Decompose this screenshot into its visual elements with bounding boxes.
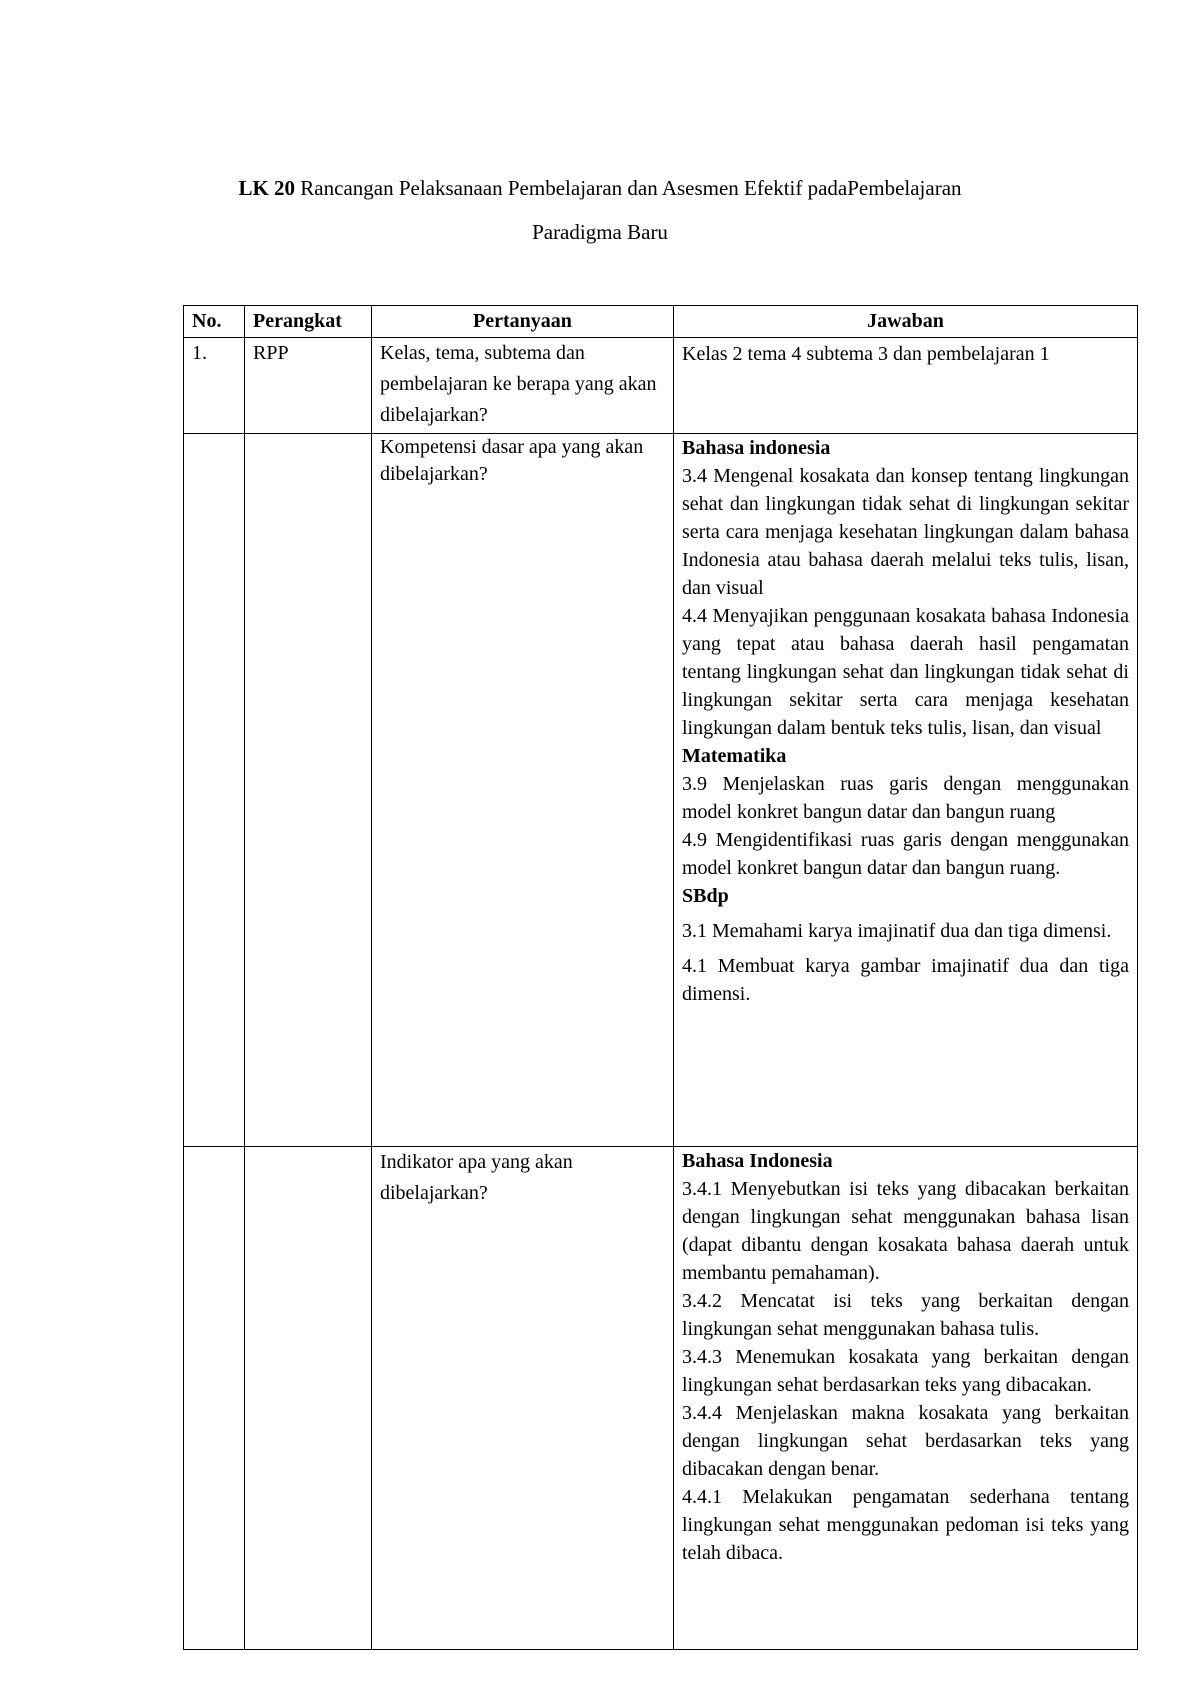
subject-heading: Bahasa Indonesia — [682, 1150, 833, 1172]
cell-pertanyaan: Kompetensi dasar apa yang akan dibelajarkan? — [372, 434, 674, 1147]
title-text: Rancangan Pelaksanaan Pembelajaran dan Asesmen Efektif padaPembelajaran — [300, 176, 962, 200]
subject-heading: SBdp — [682, 885, 729, 907]
header-jawaban: Jawaban — [674, 306, 1138, 338]
cell-jawaban — [674, 434, 1138, 1147]
cell-no: 1. — [184, 338, 245, 434]
lk-table — [183, 305, 1138, 1650]
table-row — [184, 1147, 1138, 1650]
kd-item: 4.9 Mengidentifikasi ruas garis dengan menggunakan model konkret bangun datar dan bangun ruang. — [682, 829, 1129, 879]
title-label: LK 20 — [238, 176, 296, 200]
cell-pertanyaan: Indikator apa yang akan dibelajarkan? — [372, 1147, 674, 1650]
header-perangkat: Perangkat — [245, 306, 372, 338]
subject-heading: Matematika — [682, 745, 787, 767]
kd-item: 3.1 Memahami karya imajinatif dua dan tiga dimensi. — [682, 920, 1112, 942]
title-line-2: Paradigma Baru — [532, 220, 668, 244]
indicator-item: 3.4.4 Menjelaskan makna kosakata yang berkaitan dengan lingkungan sehat berdasarkan teks yang dibacakan dengan benar. — [682, 1402, 1129, 1480]
cell-perangkat: RPP — [245, 338, 372, 434]
kd-item: 4.4 Menyajikan penggunaan kosakata bahasa Indonesia yang tepat atau bahasa daerah hasil pengamatan tentang lingkungan sehat dan lingkungan tidak sehat di lingkungan sekitar serta cara menjaga kesehatan lingkungan dalam bentuk teks tulis, lisan, dan visual — [682, 605, 1129, 739]
header-row — [184, 306, 1138, 338]
cell-no-empty — [184, 1147, 245, 1650]
cell-jawaban — [674, 1147, 1138, 1650]
table-row — [184, 338, 1138, 434]
cell-pertanyaan: Kelas, tema, subtema dan pembelajaran ke berapa yang akan dibelajarkan? — [372, 338, 674, 434]
title-line-1 — [0, 166, 1200, 210]
cell-jawaban: Kelas 2 tema 4 subtema 3 dan pembelajaran 1 — [674, 338, 1138, 434]
header-no: No. — [184, 306, 245, 338]
subject-heading: Bahasa indonesia — [682, 437, 831, 459]
kd-item: 3.9 Menjelaskan ruas garis dengan menggunakan model konkret bangun datar dan bangun ruang — [682, 773, 1129, 823]
header-pertanyaan: Pertanyaan — [372, 306, 674, 338]
indicator-item: 4.4.1 Melakukan pengamatan sederhana tentang lingkungan sehat menggunakan pedoman isi teks yang telah dibaca. — [682, 1486, 1129, 1564]
indicator-item: 3.4.2 Mencatat isi teks yang berkaitan dengan lingkungan sehat menggunakan bahasa tulis. — [682, 1290, 1129, 1340]
table-row — [184, 434, 1138, 1147]
kd-item: 4.1 Membuat karya gambar imajinatif dua dan tiga dimensi. — [682, 955, 1129, 1005]
document-title — [0, 166, 1200, 254]
indicator-item: 3.4.1 Menyebutkan isi teks yang dibacakan berkaitan dengan lingkungan sehat menggunakan bahasa lisan (dapat dibantu dengan kosakata bahasa daerah untuk membantu pemahaman). — [682, 1178, 1129, 1284]
kd-item: 3.4 Mengenal kosakata dan konsep tentang lingkungan sehat dan lingkungan tidak sehat di lingkungan sekitar serta cara menjaga kesehatan lingkungan dalam bahasa Indonesia atau bahasa daerah melalui teks tulis, lisan, dan visual — [682, 465, 1129, 599]
cell-perangkat-empty — [245, 434, 372, 1147]
cell-no-empty — [184, 434, 245, 1147]
cell-perangkat-empty — [245, 1147, 372, 1650]
indicator-item: 3.4.3 Menemukan kosakata yang berkaitan dengan lingkungan sehat berdasarkan teks yang dibacakan. — [682, 1346, 1129, 1396]
